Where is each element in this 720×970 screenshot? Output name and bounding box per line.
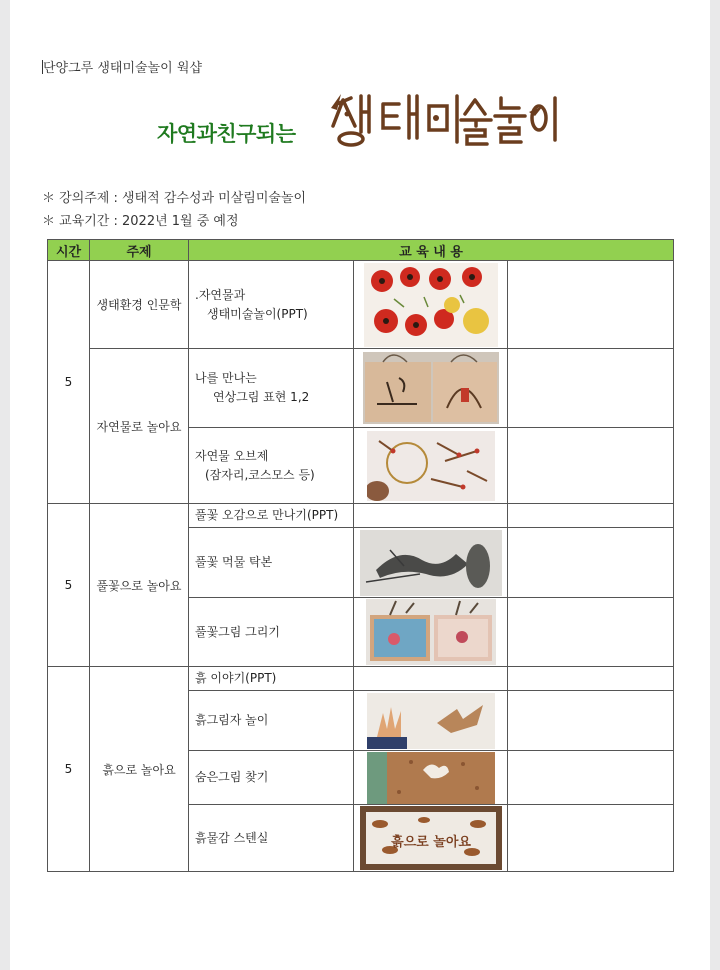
activity-line: 흙물감 스텐실 <box>195 830 269 845</box>
mud-stencil-photo <box>360 806 502 870</box>
empty-cell <box>354 504 508 528</box>
photo-cell <box>354 805 508 872</box>
table-row <box>48 504 674 528</box>
time-cell: 5 <box>48 261 90 504</box>
lecture-topic: ＊ 강의주제 : 생태적 감수성과 미살림미술놀이 <box>42 191 307 206</box>
banner-title: 자연과친구되는 <box>157 122 296 146</box>
activity-line: 나를 만나는 <box>195 371 257 385</box>
empty-cell <box>508 504 674 528</box>
document-header <box>42 57 202 76</box>
stencil-text: 흙으로 놀아요 <box>390 835 471 850</box>
theme-cell: 생태환경 인문학 <box>90 261 189 349</box>
activity-line: 풀꽃 오감으로 만나기(PPT) <box>195 508 339 522</box>
activity-line: 풀꽃그림 그리기 <box>195 624 280 639</box>
photo-cell <box>354 261 508 349</box>
theme-cell: 풀꽃으로 놀아요 <box>90 504 189 667</box>
activity-cell <box>189 349 354 428</box>
header-content: 교 육 내 용 <box>189 240 674 261</box>
empty-cell <box>354 667 508 691</box>
curriculum-table <box>47 239 674 872</box>
ink-rubbing-photo <box>360 530 502 596</box>
activity-line: 풀꽃 먹물 탁본 <box>195 555 273 569</box>
activity-line: (잠자리,코스모스 등) <box>205 467 315 482</box>
photo-cell <box>354 349 508 428</box>
empty-cell <box>508 667 674 691</box>
activity-line: 생태미술놀이(PPT) <box>207 306 308 321</box>
mud-shadow-play-photo <box>367 693 495 749</box>
table-row <box>48 667 674 691</box>
theme-cell: 흙으로 놀아요 <box>90 667 189 872</box>
activity-line: 자연물 오브제 <box>195 448 269 463</box>
time-cell: 5 <box>48 504 90 667</box>
activity-cell <box>189 691 354 751</box>
flower-drawing-photo <box>366 599 496 665</box>
activity-cell <box>189 428 354 504</box>
activity-line: 흙그림자 놀이 <box>195 713 269 727</box>
time-cell: 5 <box>48 667 90 872</box>
activity-line: .자연물과 <box>195 287 246 302</box>
poppy-flowers-photo <box>364 263 498 347</box>
photo-cell <box>354 751 508 805</box>
title-banner <box>157 92 577 152</box>
header-title: 단양그루 생태미술놀이 웍샵 <box>43 61 202 76</box>
empty-cell <box>508 691 674 751</box>
activity-cell <box>189 598 354 667</box>
document-page <box>10 0 710 970</box>
empty-cell <box>508 805 674 872</box>
activity-cell <box>189 805 354 872</box>
activity-line: 숨은그림 찾기 <box>195 770 269 784</box>
table-row <box>48 261 674 349</box>
empty-cell <box>508 528 674 598</box>
activity-line: 연상그림 표현 1,2 <box>213 390 310 404</box>
empty-cell <box>508 349 674 428</box>
empty-cell <box>508 598 674 667</box>
theme-cell: 자연물로 놀아요 <box>90 349 189 504</box>
photo-cell <box>354 598 508 667</box>
activity-cell <box>189 504 354 528</box>
nature-objet-photo <box>367 431 495 501</box>
banner-art-logo <box>329 92 561 152</box>
empty-cell <box>508 261 674 349</box>
empty-cell <box>508 428 674 504</box>
paper-bag-drawings-photo <box>363 352 499 424</box>
header-time: 시간 <box>48 240 90 261</box>
photo-cell <box>354 528 508 598</box>
photo-cell <box>354 691 508 751</box>
table-header-row <box>48 240 674 261</box>
activity-line: 흙 이야기(PPT) <box>195 671 277 685</box>
header-theme: 주제 <box>90 240 189 261</box>
activity-cell <box>189 261 354 349</box>
activity-cell <box>189 528 354 598</box>
activity-cell <box>189 667 354 691</box>
activity-cell <box>189 751 354 805</box>
table-row <box>48 349 674 428</box>
education-period: ＊ 교육기간 : 2022년 1월 중 예정 <box>42 214 239 229</box>
photo-cell <box>354 428 508 504</box>
hidden-picture-photo <box>367 752 495 804</box>
empty-cell <box>508 751 674 805</box>
